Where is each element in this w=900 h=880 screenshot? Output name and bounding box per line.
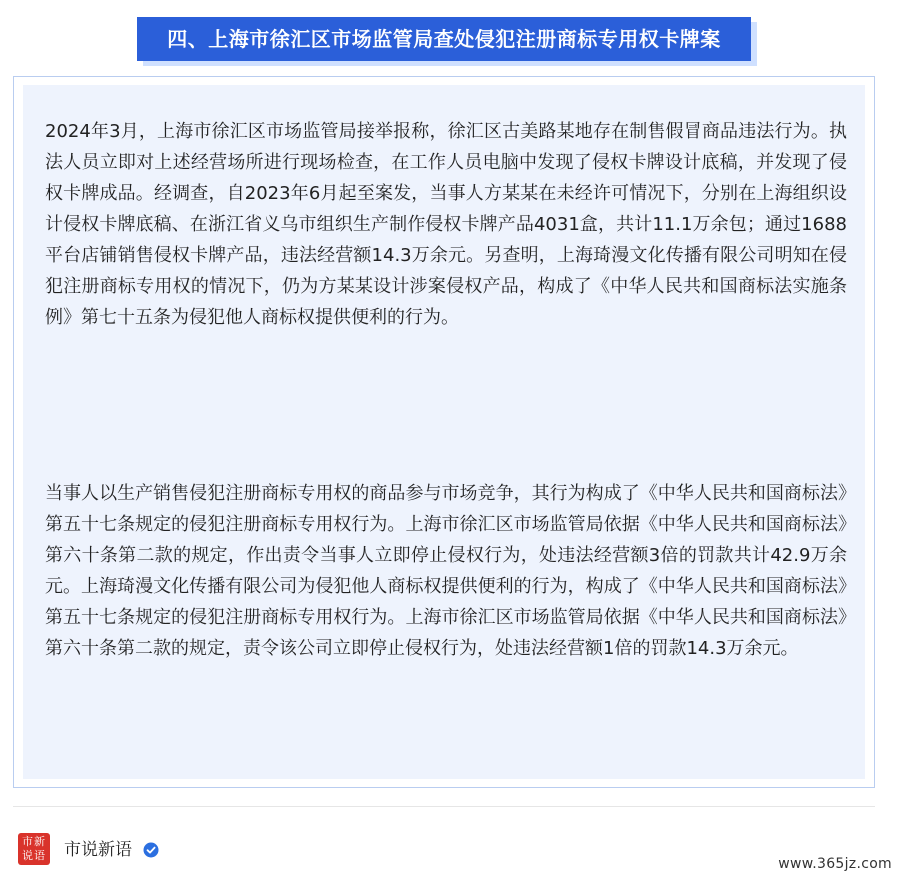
divider bbox=[13, 806, 875, 807]
section-title: 四、上海市徐汇区市场监管局查处侵犯注册商标专用权卡牌案 bbox=[137, 17, 751, 61]
account-name[interactable]: 市说新语 bbox=[64, 840, 132, 860]
article-body bbox=[23, 85, 865, 779]
site-watermark: www.365jz.com bbox=[778, 856, 892, 872]
article-panel bbox=[13, 76, 875, 788]
account-logo[interactable] bbox=[18, 833, 50, 865]
paragraph-penalty: 当事人以生产销售侵犯注册商标专用权的商品参与市场竞争，其行为构成了《中华人民共和国商标法》第五十七条规定的侵犯注册商标专用权行为。上海市徐汇区市场监管局依据《中华人民共和国商标法》第六十条第二款的规定，作出责令当事人立即停止侵权行为，处违法经营额3倍的罚款共计42.9万余元。上海琦漫文化传播有限公司为侵犯他人商标权提供便利的行为，构成了《中华人民共和国商标法》第五十七条规定的侵犯注册商标专用权行为。上海市徐汇区市场监管局依据《中华人民共和国商标法》第六十条第二款的规定，责令该公司立即停止侵权行为，处违法经营额1倍的罚款14.3万余元。 bbox=[45, 483, 847, 659]
logo-lettering: 市新说语 bbox=[22, 835, 46, 862]
verified-badge-icon bbox=[143, 842, 159, 858]
paragraph-case-facts: 2024年3月，上海市徐汇区市场监管局接举报称，徐汇区古美路某地存在制售假冒商品违法行为。执法人员立即对上述经营场所进行现场检查，在工作人员电脑中发现了侵权卡牌设计底稿，并发现了侵权卡牌成品。经调查，自2023年6月起至案发，当事人方某某在未经许可情况下，分别在上海组织设计侵权卡牌底稿、在浙江省义乌市组织生产制作侵权卡牌产品4031盒，共计11.1万余包；通过1688平台店铺销售侵权卡牌产品，违法经营额14.3万余元。另查明，上海琦漫文化传播有限公司明知在侵犯注册商标专用权的情况下，仍为方某某设计涉案侵权产品，构成了《中华人民共和国商标法实施条例》第七十五条为侵犯他人商标权提供便利的行为。 bbox=[45, 121, 847, 328]
